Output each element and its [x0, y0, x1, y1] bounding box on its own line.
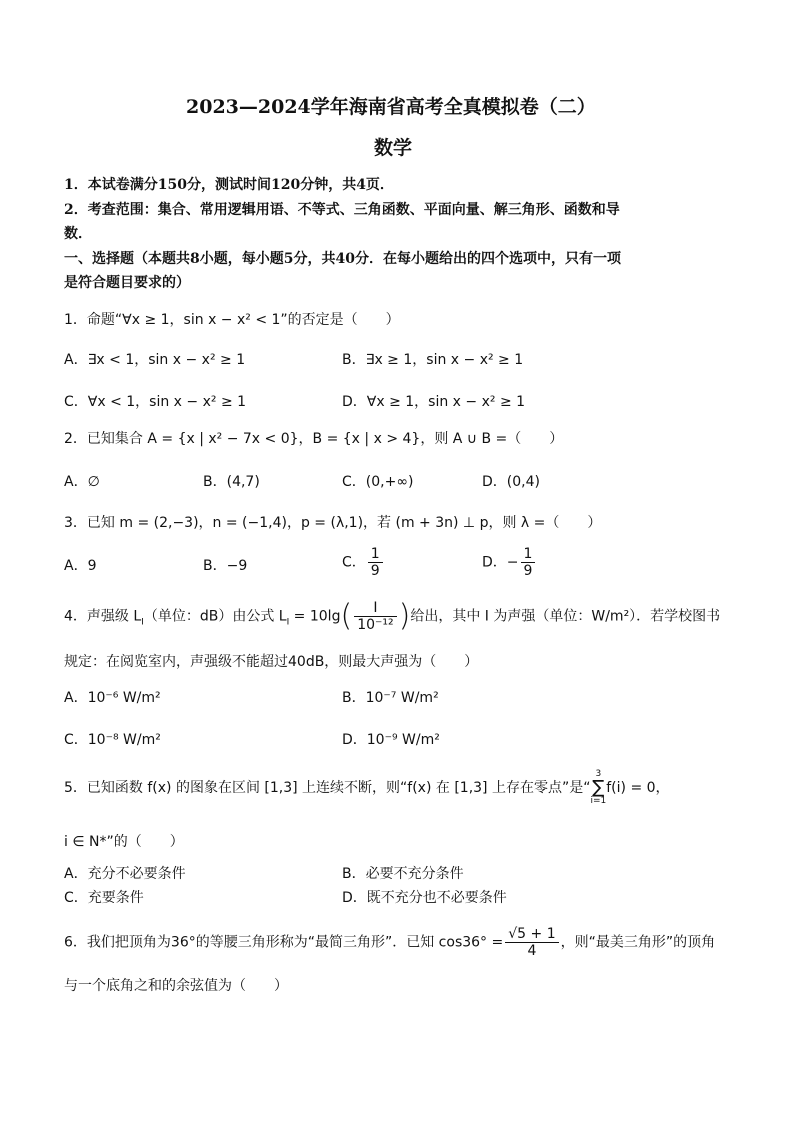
q6-stem-pre: 6．我们把顶角为36°的等腰三角形称为“最简三角形”．已知 cos36° =	[64, 934, 504, 951]
q4-stem-mid2: = 10lg	[289, 608, 341, 625]
q3-option-b: B．−9	[203, 558, 248, 574]
note-2-line1: 2．考查范围：集合、常用逻辑用语、不等式、三角函数、平面向量、解三角形、函数和导	[64, 202, 620, 218]
q3-option-c-fraction	[368, 546, 383, 579]
note-2-line2: 数．	[64, 226, 92, 242]
fraction-numerator: √5 + 1	[505, 926, 558, 943]
q3-option-d	[482, 546, 537, 579]
q2-option-a: A．∅	[64, 474, 100, 490]
q3-option-d-fraction	[521, 546, 536, 579]
q3-stem: 3．已知 m = (2,−3)，n = (−1,4)，p = (λ,1)，若 (m + 3n) ⊥ p，则 λ =（ ）	[64, 515, 602, 531]
q5-stem-line2: i ∈ N*”的（ ）	[64, 834, 184, 850]
section-heading-line2: 是符合题目要求的）	[64, 275, 190, 291]
q4-option-d: D．10⁻⁹ W/m²	[342, 732, 440, 748]
q3-option-c-label: C．	[342, 554, 366, 571]
q4-option-b: B．10⁻⁷ W/m²	[342, 690, 439, 706]
q4-stem-pre: 4．声强级 L	[64, 608, 142, 625]
q6-fraction	[505, 926, 558, 959]
q5-option-a: A．充分不必要条件	[64, 866, 186, 882]
q5-stem-pre: 5．已知函数 f(x) 的图象在区间 [1,3] 上连续不断，则“f(x) 在 [1,3] 上存在零点”是“	[64, 780, 591, 796]
fraction-denominator: 4	[527, 943, 537, 959]
q5-option-b: B．必要不充分条件	[342, 866, 464, 882]
q1-option-c: C．∀x < 1，sin x − x² ≥ 1	[64, 394, 247, 410]
fraction-numerator: I	[354, 600, 396, 617]
summation-icon	[590, 770, 606, 806]
right-paren-icon: )	[398, 598, 411, 634]
sigma-glyph: ∑	[592, 777, 605, 798]
q4-stem-post: 给出，其中 I 为声强（单位：W/m²）．若学校图书	[410, 608, 721, 625]
note-1: 1．本试卷满分150分，测试时间120分钟，共4页．	[64, 177, 394, 193]
q4-option-a: A．10⁻⁶ W/m²	[64, 690, 161, 706]
fraction-denominator: 10⁻¹²	[357, 617, 394, 633]
q3-option-c	[342, 546, 385, 579]
q2-option-b: B．(4,7)	[203, 474, 260, 490]
q2-option-c: C．(0,+∞)	[342, 474, 414, 490]
sum-lower-limit: i=1	[590, 796, 607, 806]
subject-title: 数学	[374, 137, 413, 159]
fraction-numerator: 1	[368, 546, 383, 563]
section-heading-line1: 一、选择题（本题共8小题，每小题5分，共40分．在每小题给出的四个选项中，只有一项	[64, 251, 621, 267]
fraction-numerator: 1	[521, 546, 536, 563]
q4-stem-mid: （单位：dB）由公式 L	[143, 608, 287, 625]
q5-stem-post: f(i) = 0，	[606, 780, 670, 796]
q3-option-a: A．9	[64, 558, 97, 574]
q2-option-d: D．(0,4)	[482, 474, 540, 490]
q6-stem-post: ，则“最美三角形”的顶角	[560, 934, 716, 951]
q2-stem: 2．已知集合 A = {x | x² − 7x < 0}，B = {x | x > 4}，则 A ∪ B =（ ）	[64, 431, 564, 447]
q4-fraction	[354, 600, 396, 633]
q1-stem: 1．命题“∀x ≥ 1，sin x − x² < 1”的否定是（ ）	[64, 312, 400, 328]
q4-option-c: C．10⁻⁸ W/m²	[64, 732, 161, 748]
left-paren-icon: (	[340, 598, 353, 634]
q6-stem-line2: 与一个底角之和的余弦值为（ ）	[64, 978, 288, 994]
q5-option-d: D．既不充分也不必要条件	[342, 890, 507, 906]
q5-stem-line1	[64, 770, 670, 806]
q4-stem-line1	[64, 600, 720, 633]
fraction-denominator: 9	[370, 563, 380, 579]
q3-option-d-label: D．−	[482, 554, 519, 571]
q1-option-d: D．∀x ≥ 1，sin x − x² ≥ 1	[342, 394, 526, 410]
q4-sub-1: I	[141, 617, 144, 628]
fraction-denominator: 9	[523, 563, 533, 579]
q6-stem-line1	[64, 926, 715, 959]
q5-option-c: C．充要条件	[64, 890, 144, 906]
sum-upper-limit: 3	[595, 769, 602, 779]
q4-stem-line2: 规定：在阅览室内，声强级不能超过40dB，则最大声强为（ ）	[64, 654, 479, 670]
exam-title: 2023—2024学年海南省高考全真模拟卷（二）	[186, 96, 596, 118]
q1-option-b: B．∃x ≥ 1，sin x − x² ≥ 1	[342, 352, 524, 368]
q4-sub-2: I	[286, 617, 290, 628]
q1-option-a: A．∃x < 1，sin x − x² ≥ 1	[64, 352, 246, 368]
